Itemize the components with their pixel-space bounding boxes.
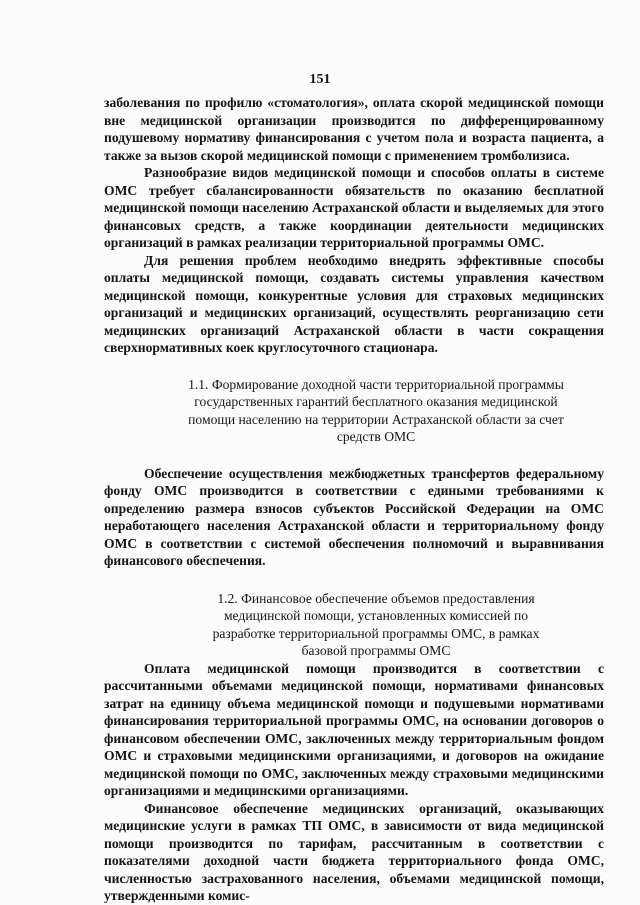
paragraph-solutions: Для решения проблем необходимо внедрять эффективные способы оплаты медицинской помощи, создавать системы управления качеством медицинской помощи, конкурентные условия для страховых медицинских организаций и медицинских организаций, осуществлять реорганизацию сети медицинских организаций Астраханской области в части сокращения сверхнормативных коек круглосуточного стационара.	[104, 252, 604, 355]
heading-line: помощи населению на территории Астраханской области за счет	[188, 411, 564, 427]
paragraph-payment: Оплата медицинской помощи производится в соответствии с рассчитанными объемами медицинской помощи, нормативами финансовых затрат на единицу объема медицинской помощи и подушевыми нормативами финансирования территориальной программы ОМС, на основании договоров о финансовом обеспечении ОМС, заключенных между территориальным фондом ОМС и страховыми медицинскими организациями, и договоров на ожидание медицинской помощи по ОМС, заключенных между страховыми медицинскими организациями и медицинскими организациями.	[104, 660, 604, 798]
section-heading-1-2	[104, 590, 604, 660]
heading-line: средств ОМС	[336, 429, 416, 444]
paragraph-financing: Финансовое обеспечение медицинских организаций, оказывающих медицинские услуги в рамках ТП ОМС, в зависимости от вида медицинской помощи производится по тарифам, рассчитанным в соответствии с показателями доходной части бюджета территориального фонда ОМС, численностью застрахованного населения, объемами медицинской помощи, утвержденными комис-	[104, 800, 604, 903]
heading-line: государственных гарантий бесплатного оказания медицинской	[194, 394, 558, 409]
section-heading-1-1	[104, 376, 604, 446]
paragraph-transfers: Обеспечение осуществления межбюджетных трансфертов федеральному фонду ОМС производится в соответствии с едиными требованиями к определению размера взносов субъектов Российской Федерации на ОМС неработающего населения Астраханской области и территориальному фонду ОМС в соответствии с системой обеспечения полномочий и выравнивания финансового обеспечения.	[104, 465, 604, 568]
heading-line: разработке территориальной программы ОМС, в рамках	[212, 625, 540, 641]
paragraph-diversity: Разнообразие видов медицинской помощи и способов оплаты в системе ОМС требует сбалансированности обязательств по оказанию бесплатной медицинской помощи населению Астраханской области и выделяемых для этого финансовых средств, а также координации деятельности медицинских организаций в рамках реализации территориальной программы ОМС.	[104, 165, 604, 250]
heading-line: 1.1. Формирование доходной части территориальной программы	[188, 376, 564, 392]
paragraph-continuation: заболевания по профилю «стоматология», оплата скорой медицинской помощи вне медицинской организации производится по дифференцированному подушевому нормативу финансирования с учетом пола и возраста пациента, а также за вызов скорой медицинской помощи с применением тромболизиса.	[104, 95, 604, 163]
page-number: 151	[309, 72, 331, 87]
heading-line: 1.2. Финансовое обеспечение объемов предоставления	[217, 590, 535, 606]
heading-line: базовой программы ОМС	[301, 643, 451, 658]
page-body	[104, 94, 604, 905]
heading-line: медицинской помощи, установленных комиссией по	[223, 608, 529, 623]
